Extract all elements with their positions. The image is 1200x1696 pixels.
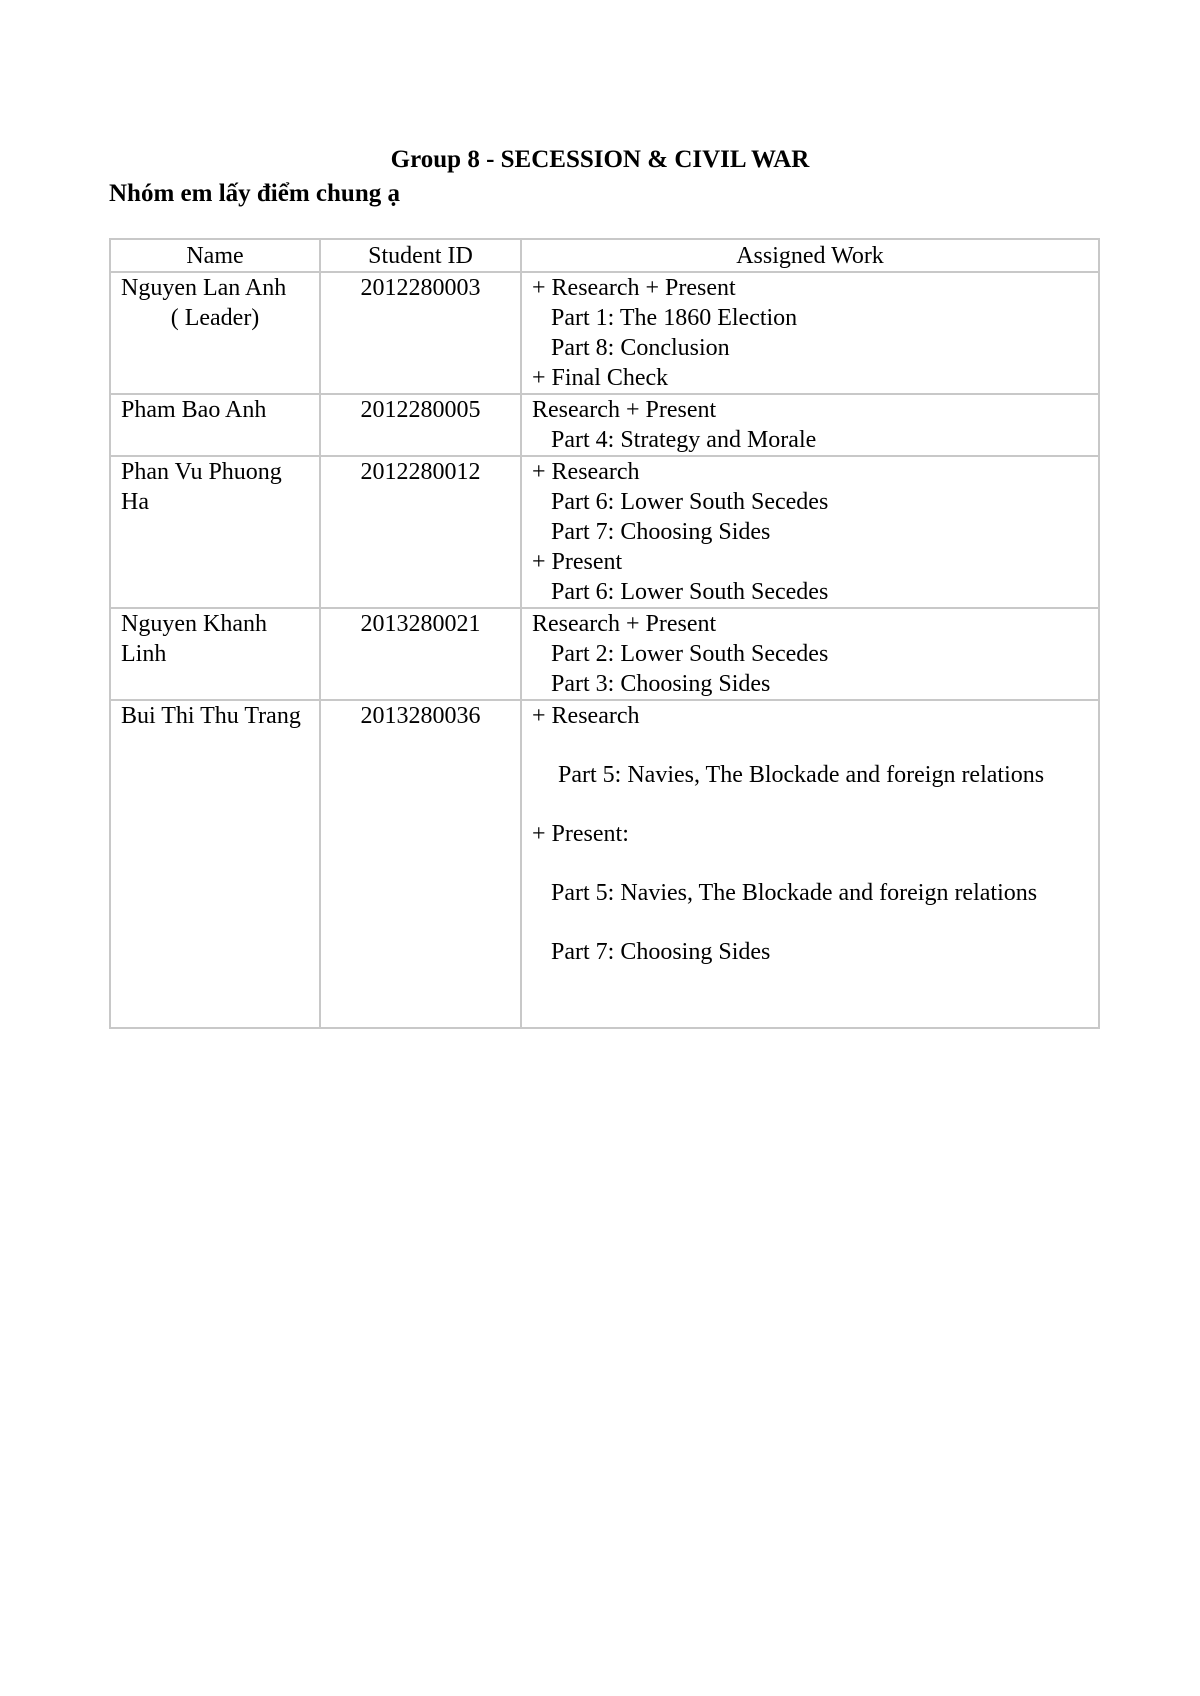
work-item: Part 1: The 1860 Election — [551, 305, 798, 331]
member-name: Nguyen Khanh Linh — [121, 611, 267, 667]
work-item: Part 7: Choosing Sides — [551, 519, 771, 545]
document-title: Group 8 - SECESSION & CIVIL WAR — [390, 146, 810, 173]
document-subtitle: Nhóm em lấy điểm chung ạ — [109, 180, 400, 207]
work-cell — [521, 456, 1099, 608]
member-name: Phan Vu Phuong Ha — [121, 459, 282, 515]
work-item: Part 7: Choosing Sides — [551, 939, 771, 965]
table-row — [110, 394, 1099, 456]
work-cell — [521, 394, 1099, 456]
name-cell — [110, 608, 320, 700]
work-item: Part 6: Lower South Secedes — [551, 489, 829, 515]
spacer — [532, 967, 1088, 1027]
work-item: Part 3: Choosing Sides — [551, 671, 771, 697]
work-item: + Present: — [532, 821, 629, 847]
work-item: Part 4: Strategy and Morale — [551, 427, 817, 453]
name-cell — [110, 394, 320, 456]
header-assigned-work: Assigned Work — [521, 239, 1099, 272]
work-item: + Research + Present — [532, 275, 736, 301]
work-item: Research + Present — [532, 611, 717, 637]
assignment-table — [109, 238, 1100, 1029]
table-row — [110, 272, 1099, 394]
work-item: + Final Check — [532, 365, 669, 391]
work-item: Part 8: Conclusion — [551, 335, 730, 361]
student-id-cell: 2013280021 — [320, 608, 521, 700]
work-item: Part 5: Navies, The Blockade and foreign relations — [558, 762, 1045, 788]
work-item: Research + Present — [532, 397, 717, 423]
student-id-cell: 2013280036 — [320, 700, 521, 1028]
work-item: + Present — [532, 549, 623, 575]
member-name: Nguyen Lan Anh — [121, 275, 287, 301]
work-item: Part 2: Lower South Secedes — [551, 641, 829, 667]
work-item: Part 6: Lower South Secedes — [551, 579, 829, 605]
student-id-cell: 2012280005 — [320, 394, 521, 456]
work-item: + Research — [532, 459, 640, 485]
name-cell — [110, 456, 320, 608]
work-cell — [521, 272, 1099, 394]
name-cell — [110, 272, 320, 394]
spacer — [532, 849, 1088, 878]
name-cell — [110, 700, 320, 1028]
student-id-cell: 2012280003 — [320, 272, 521, 394]
table-row — [110, 608, 1099, 700]
work-item: + Research — [532, 703, 640, 729]
spacer — [532, 731, 1088, 760]
spacer — [532, 790, 1088, 819]
spacer — [532, 908, 1088, 937]
table-row — [110, 700, 1099, 1028]
work-item: Part 5: Navies, The Blockade and foreign relations — [551, 880, 1038, 906]
work-cell — [521, 700, 1099, 1028]
member-name: Pham Bao Anh — [121, 397, 267, 423]
header-student-id: Student ID — [320, 239, 521, 272]
student-id-cell: 2012280012 — [320, 456, 521, 608]
header-name: Name — [110, 239, 320, 272]
work-cell — [521, 608, 1099, 700]
table-header-row — [110, 239, 1099, 272]
member-role: ( Leader) — [170, 305, 260, 331]
table-row — [110, 456, 1099, 608]
member-name: Bui Thi Thu Trang — [121, 703, 301, 729]
